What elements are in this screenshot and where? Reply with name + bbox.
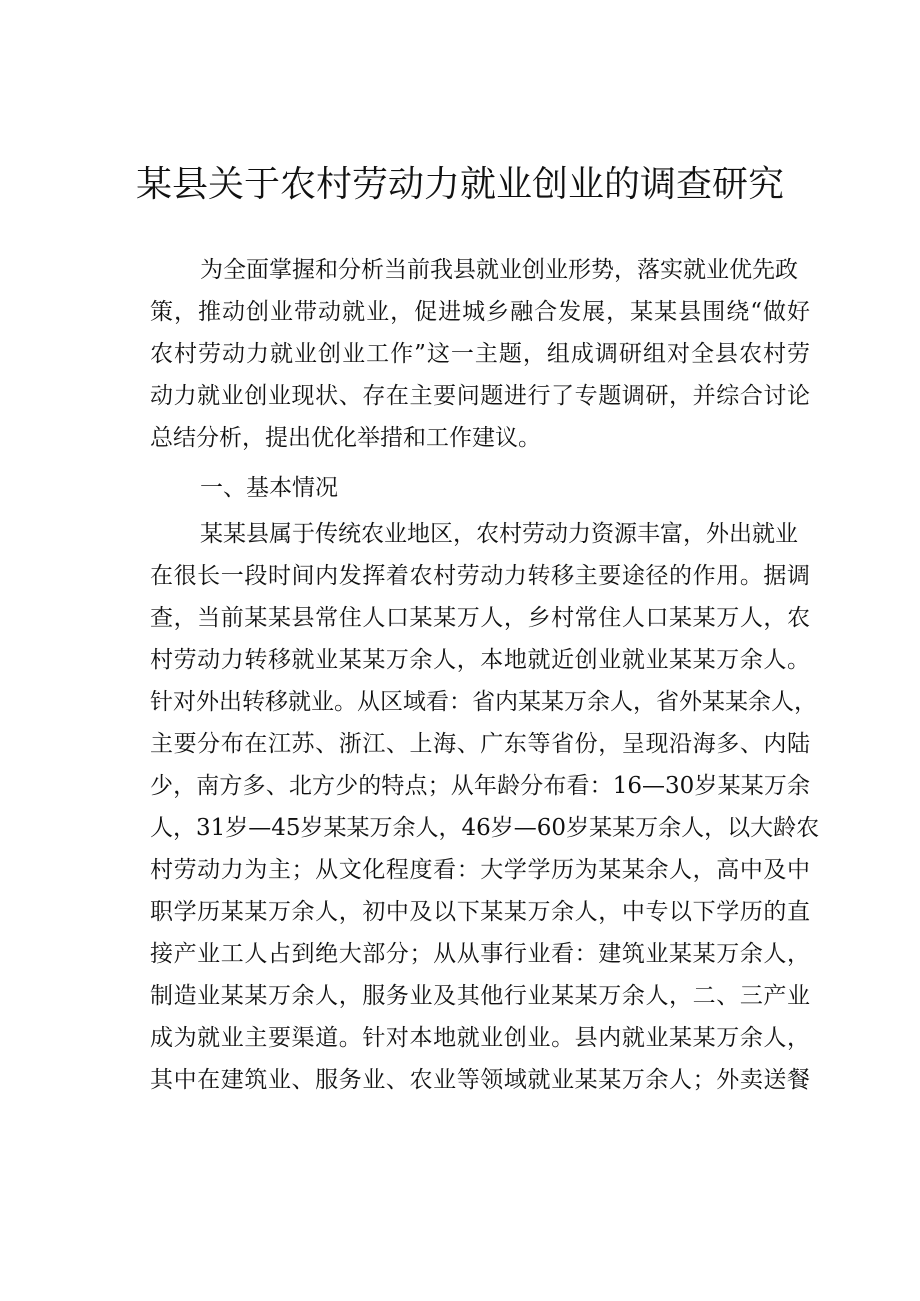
section1-line-9: 村劳动力为主；从文化程度看：大学学历为某某余人，高中及中 (150, 857, 810, 883)
section1-line-12: 制造业某某万余人，服务业及其他行业某某万余人，二、三产业 (150, 983, 810, 1009)
section1-line-13: 成为就业主要渠道。针对本地就业创业。县内就业某某万余人， (150, 1025, 810, 1051)
document-title: 某县关于农村劳动力就业创业的调查研究 (135, 164, 784, 205)
intro-line-3: 农村劳动力就业创业工作”这一主题，组成调研组对全县农村劳 (150, 341, 810, 367)
intro-line-1: 为全面掌握和分析当前我县就业创业形势，落实就业优先政 (200, 257, 798, 283)
section1-line-5: 针对外出转移就业。从区域看：省内某某万余人，省外某某余人， (150, 689, 817, 715)
section1-line-8: 人，31岁—45岁某某万余人，46岁—60岁某某万余人，以大龄农 (150, 815, 820, 841)
section1-line-6: 主要分布在江苏、浙江、上海、广东等省份，呈现沿海多、内陆 (150, 731, 810, 757)
section1-line-11: 接产业工人占到绝大部分；从从事行业看：建筑业某某万余人， (150, 941, 810, 967)
section1-line-2: 在很长一段时间内发挥着农村劳动力转移主要途径的作用。据调 (150, 563, 810, 589)
section1-line-14: 其中在建筑业、服务业、农业等领域就业某某万余人；外卖送餐 (150, 1067, 810, 1093)
intro-line-4: 动力就业创业现状、存在主要问题进行了专题调研，并综合讨论 (150, 383, 810, 409)
section1-line-1: 某某县属于传统农业地区，农村劳动力资源丰富，外出就业 (200, 521, 798, 547)
section1-line-4: 村劳动力转移就业某某万余人，本地就近创业就业某某万余人。 (150, 647, 810, 673)
section1-line-3: 查，当前某某县常住人口某某万人，乡村常住人口某某万人，农 (150, 605, 810, 631)
intro-line-5: 总结分析，提出优化举措和工作建议。 (150, 425, 541, 451)
intro-line-2: 策，推动创业带动就业，促进城乡融合发展，某某县围绕“做好 (150, 299, 810, 325)
section1-line-7: 少，南方多、北方少的特点；从年龄分布看：16—30岁某某万余 (150, 773, 810, 799)
section-heading-basic: 一、基本情况 (200, 475, 338, 501)
section1-line-10: 职学历某某万余人，初中及以下某某万余人，中专以下学历的直 (150, 899, 810, 925)
